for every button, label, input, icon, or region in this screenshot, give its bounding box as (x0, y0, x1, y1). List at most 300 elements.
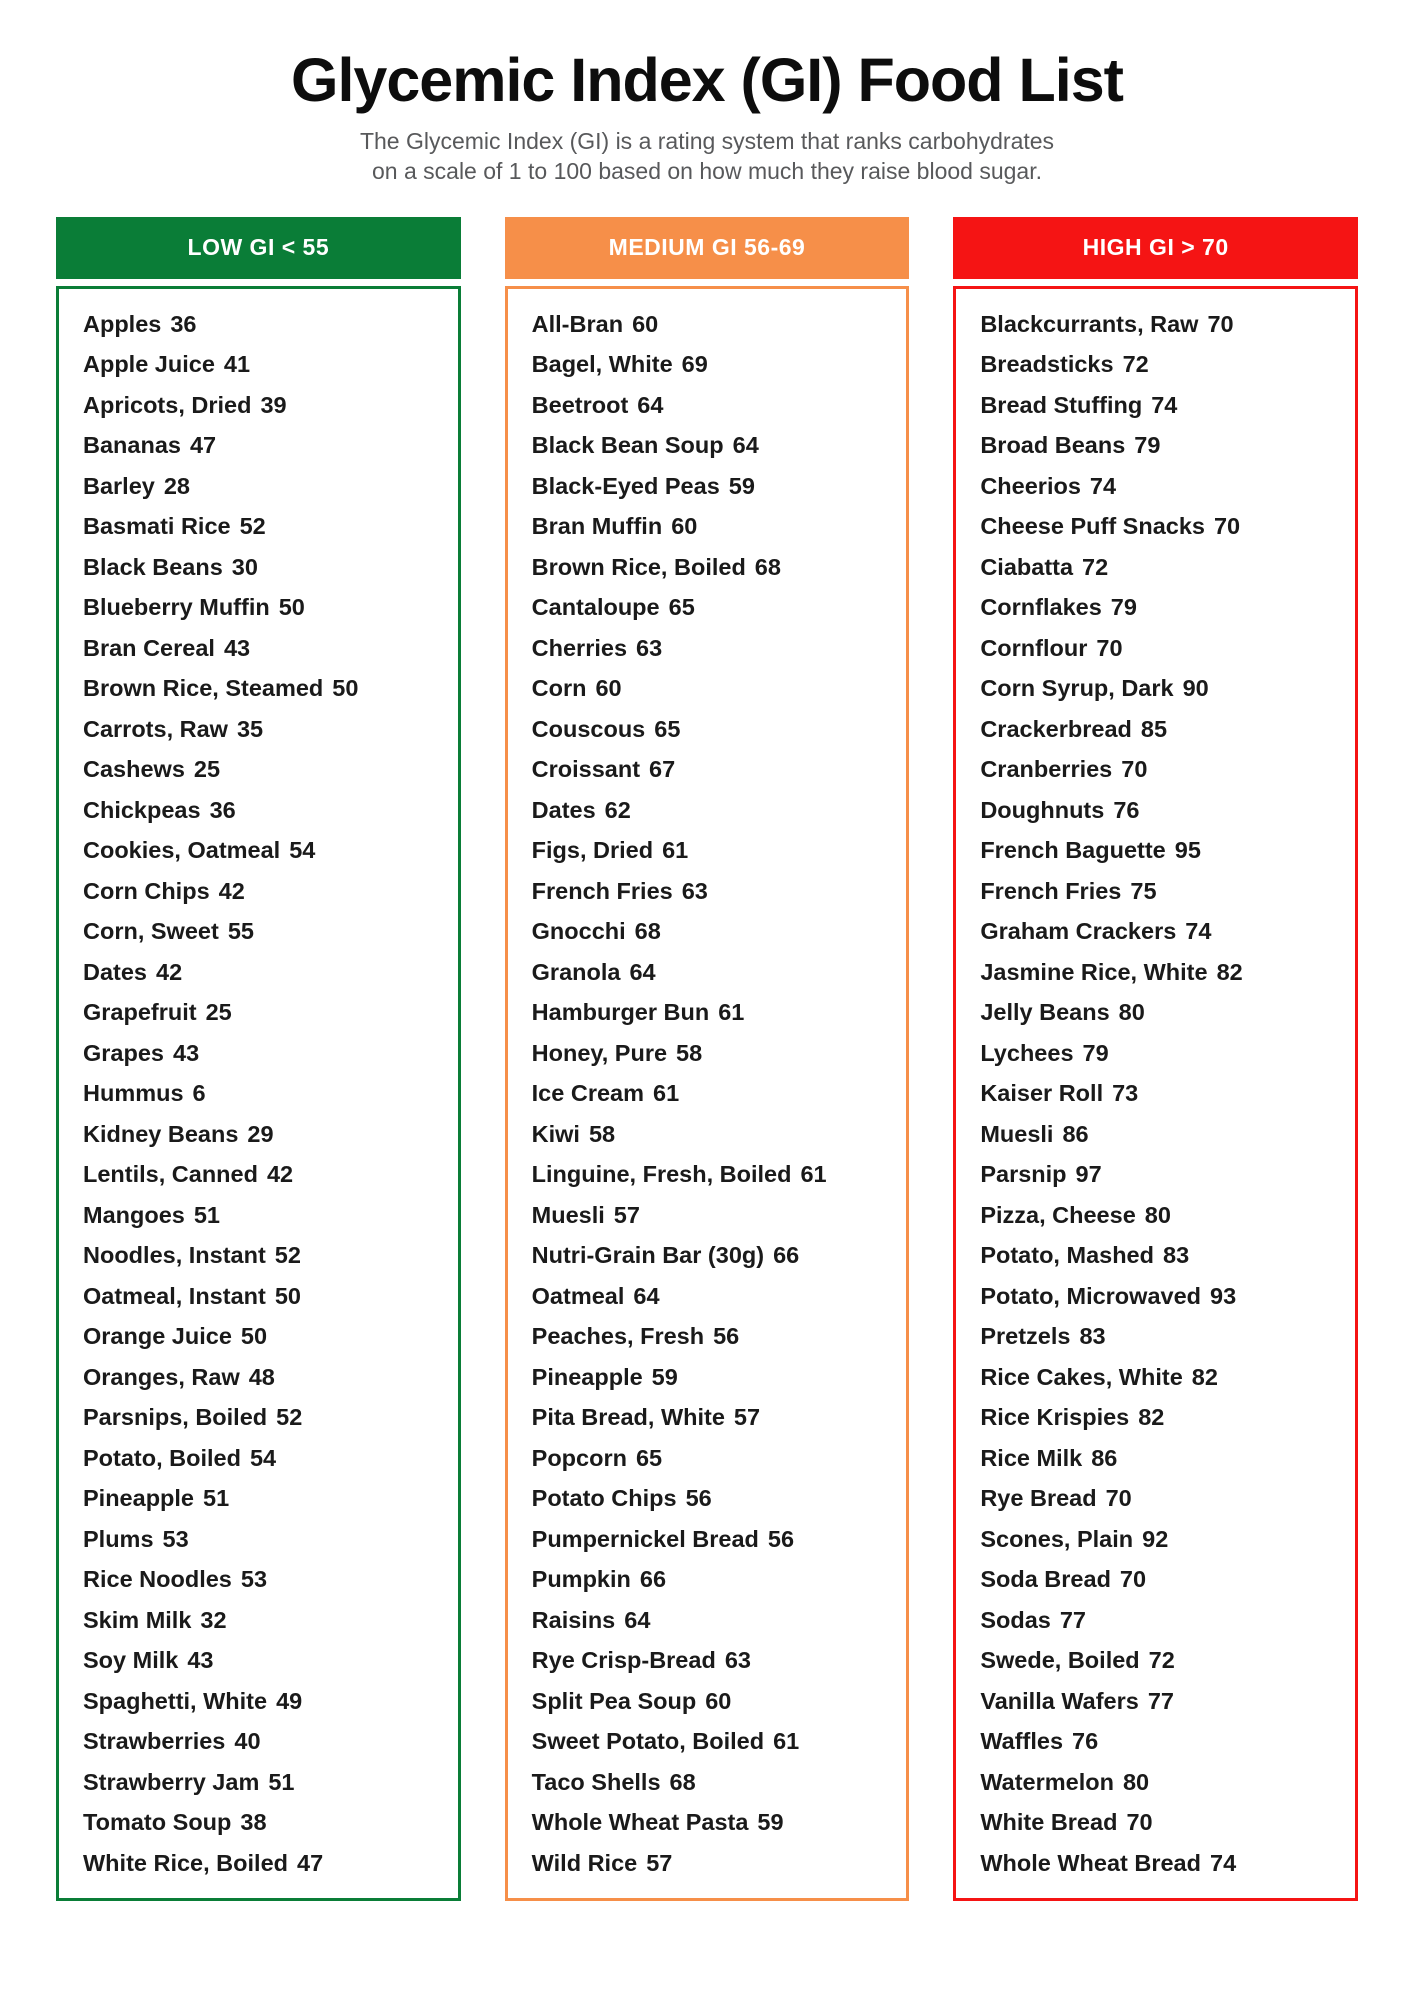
food-item (980, 1073, 1355, 1114)
food-item (532, 344, 907, 385)
food-name: Apples (83, 310, 162, 337)
food-name: Croissant (531, 756, 641, 783)
food-name: Cranberries (980, 756, 1113, 783)
food-name: Pita Bread, White (531, 1404, 725, 1431)
food-gi-value: 61 (653, 1080, 680, 1107)
low-gi-food-list (83, 304, 458, 1884)
food-gi-value: 51 (193, 1201, 220, 1228)
food-item (532, 1154, 907, 1195)
food-gi-value: 73 (1112, 1080, 1139, 1107)
food-name: Couscous (531, 715, 646, 742)
food-item (532, 1519, 907, 1560)
food-name: Corn Chips (83, 877, 210, 904)
food-name: Cornflakes (980, 594, 1102, 621)
food-item (532, 1276, 907, 1317)
food-item (532, 790, 907, 831)
food-item (980, 425, 1355, 466)
food-item (83, 587, 458, 628)
food-item (532, 587, 907, 628)
food-gi-value: 36 (209, 796, 236, 823)
food-name: Peaches, Fresh (531, 1323, 705, 1350)
food-gi-value: 65 (635, 1444, 663, 1471)
food-gi-value: 41 (223, 351, 251, 378)
food-gi-value: 28 (163, 472, 190, 499)
food-name: Kaiser Roll (980, 1080, 1104, 1107)
food-gi-value: 74 (1151, 391, 1178, 418)
food-gi-value: 50 (240, 1323, 268, 1350)
food-name: Waffles (980, 1728, 1064, 1755)
food-item (980, 1316, 1355, 1357)
food-gi-value: 50 (332, 675, 359, 702)
food-item (83, 1802, 458, 1843)
food-item (980, 466, 1355, 507)
food-name: Crackerbread (980, 715, 1132, 742)
food-gi-value: 83 (1079, 1323, 1106, 1350)
food-gi-value: 74 (1210, 1849, 1237, 1876)
food-name: Doughnuts (980, 796, 1105, 823)
food-name: Ice Cream (531, 1080, 645, 1107)
food-item (83, 1600, 458, 1641)
food-gi-value: 43 (187, 1647, 214, 1674)
food-gi-value: 79 (1134, 432, 1161, 459)
food-gi-value: 79 (1082, 1039, 1109, 1066)
food-item (532, 1478, 907, 1519)
food-item (980, 385, 1355, 426)
food-name: Cookies, Oatmeal (83, 837, 281, 864)
food-name: Rye Crisp-Bread (531, 1647, 716, 1674)
food-item (980, 1478, 1355, 1519)
food-gi-value: 54 (289, 837, 316, 864)
food-name: Hummus (83, 1080, 184, 1107)
food-gi-value: 59 (757, 1809, 784, 1836)
food-item (980, 790, 1355, 831)
food-gi-value: 68 (669, 1768, 696, 1795)
food-gi-value: 54 (249, 1444, 277, 1471)
food-gi-value: 57 (733, 1404, 761, 1431)
food-gi-value: 75 (1130, 877, 1157, 904)
food-name: Strawberry Jam (83, 1768, 260, 1795)
food-gi-value: 64 (633, 1282, 660, 1309)
food-gi-value: 86 (1091, 1444, 1118, 1471)
food-gi-value: 61 (800, 1161, 827, 1188)
food-name: Carrots, Raw (83, 715, 228, 742)
food-name: French Fries (980, 877, 1122, 904)
food-item (532, 830, 907, 871)
food-name: Jasmine Rice, White (980, 958, 1208, 985)
food-gi-value: 80 (1122, 1768, 1150, 1795)
food-name: Blackcurrants, Raw (980, 310, 1199, 337)
food-name: Skim Milk (83, 1606, 192, 1633)
food-item (980, 749, 1355, 790)
food-gi-value: 60 (705, 1687, 732, 1714)
food-gi-value: 77 (1059, 1606, 1086, 1633)
food-item (532, 911, 907, 952)
food-name: Brown Rice, Steamed (83, 675, 324, 702)
food-gi-value: 66 (773, 1242, 800, 1269)
food-item (532, 992, 907, 1033)
food-gi-value: 68 (634, 918, 661, 945)
food-item (980, 304, 1355, 345)
food-name: Lychees (980, 1039, 1074, 1066)
food-item (83, 992, 458, 1033)
food-item (532, 1195, 907, 1236)
food-name: Brown Rice, Boiled (531, 553, 746, 580)
food-name: Granola (531, 958, 621, 985)
food-name: Strawberries (83, 1728, 226, 1755)
food-name: Swede, Boiled (980, 1647, 1140, 1674)
food-name: White Bread (980, 1809, 1118, 1836)
food-gi-value: 32 (200, 1606, 227, 1633)
food-name: Pizza, Cheese (980, 1201, 1136, 1228)
food-name: Graham Crackers (980, 918, 1177, 945)
food-name: Rye Bread (980, 1485, 1097, 1512)
food-gi-value: 35 (236, 715, 264, 742)
food-name: Oatmeal (531, 1282, 625, 1309)
food-item (532, 628, 907, 669)
food-item (532, 1114, 907, 1155)
food-gi-value: 92 (1142, 1525, 1169, 1552)
food-name: Black-Eyed Peas (531, 472, 720, 499)
food-name: Spaghetti, White (83, 1687, 268, 1714)
food-name: Scones, Plain (980, 1525, 1134, 1552)
food-name: Rice Krispies (980, 1404, 1130, 1431)
food-gi-value: 42 (156, 958, 183, 985)
food-gi-value: 51 (203, 1485, 230, 1512)
food-name: Parsnip (980, 1161, 1067, 1188)
food-gi-value: 63 (724, 1647, 751, 1674)
food-item (532, 1073, 907, 1114)
food-item (83, 1114, 458, 1155)
food-gi-value: 97 (1075, 1161, 1102, 1188)
food-name: Grapes (83, 1039, 164, 1066)
food-item (980, 1438, 1355, 1479)
food-name: Barley (83, 472, 155, 499)
food-item (532, 1762, 907, 1803)
food-item (980, 587, 1355, 628)
food-name: Cherries (531, 634, 628, 661)
gi-columns (56, 217, 1358, 1902)
food-name: Whole Wheat Pasta (531, 1809, 749, 1836)
food-name: Watermelon (980, 1768, 1114, 1795)
food-name: Honey, Pure (531, 1039, 668, 1066)
food-item (532, 466, 907, 507)
food-item (83, 1357, 458, 1398)
food-item (532, 1721, 907, 1762)
low-gi-column (56, 217, 461, 1902)
food-item (532, 1559, 907, 1600)
food-item (980, 1600, 1355, 1641)
food-item (980, 1033, 1355, 1074)
food-item (980, 668, 1355, 709)
food-gi-value: 74 (1185, 918, 1212, 945)
medium-gi-list-box (505, 286, 910, 1902)
food-gi-value: 82 (1191, 1363, 1218, 1390)
food-name: Pineapple (531, 1363, 643, 1390)
food-gi-value: 43 (223, 634, 251, 661)
food-item (532, 506, 907, 547)
food-item (83, 1397, 458, 1438)
food-gi-value: 70 (1096, 634, 1123, 661)
food-name: Cantaloupe (531, 594, 660, 621)
food-gi-value: 63 (636, 634, 663, 661)
food-name: Bran Cereal (83, 634, 215, 661)
food-gi-value: 58 (676, 1039, 703, 1066)
food-name: Black Bean Soup (531, 432, 724, 459)
food-gi-value: 70 (1105, 1485, 1132, 1512)
food-name: Ciabatta (980, 553, 1074, 580)
food-gi-value: 67 (649, 756, 676, 783)
food-gi-value: 50 (278, 594, 305, 621)
food-item (532, 1033, 907, 1074)
food-name: Kidney Beans (83, 1120, 239, 1147)
food-name: Taco Shells (531, 1768, 661, 1795)
food-gi-value: 80 (1118, 999, 1145, 1026)
food-gi-value: 29 (247, 1120, 274, 1147)
food-item (980, 506, 1355, 547)
food-name: Beetroot (531, 391, 629, 418)
food-name: Corn Syrup, Dark (980, 675, 1174, 702)
food-item (83, 1843, 458, 1884)
food-name: Figs, Dried (531, 837, 654, 864)
food-name: All-Bran (531, 310, 624, 337)
food-item (83, 1276, 458, 1317)
food-item (980, 1559, 1355, 1600)
food-gi-value: 55 (227, 918, 254, 945)
food-name: Jelly Beans (980, 999, 1110, 1026)
food-name: French Baguette (980, 837, 1166, 864)
food-gi-value: 52 (274, 1242, 301, 1269)
food-name: Cheese Puff Snacks (980, 513, 1205, 540)
food-item (980, 871, 1355, 912)
food-item (83, 871, 458, 912)
food-item (83, 830, 458, 871)
food-item (83, 385, 458, 426)
food-name: Blueberry Muffin (83, 594, 270, 621)
food-item (980, 952, 1355, 993)
food-name: Apple Juice (83, 351, 215, 378)
food-name: Kiwi (531, 1120, 580, 1147)
food-item (980, 1357, 1355, 1398)
food-gi-value: 59 (728, 472, 755, 499)
food-gi-value: 72 (1082, 553, 1109, 580)
food-item (83, 709, 458, 750)
food-gi-value: 47 (189, 432, 217, 459)
food-gi-value: 76 (1113, 796, 1140, 823)
food-gi-value: 60 (632, 310, 659, 337)
food-item (532, 668, 907, 709)
food-item (83, 1681, 458, 1722)
food-item (532, 709, 907, 750)
food-item (532, 1397, 907, 1438)
food-name: Plums (83, 1525, 154, 1552)
page-title: Glycemic Index (GI) Food List (291, 46, 1123, 114)
food-item (980, 1276, 1355, 1317)
food-gi-value: 42 (266, 1161, 294, 1188)
food-item (83, 304, 458, 345)
food-gi-value: 66 (639, 1566, 667, 1593)
food-gi-value: 62 (604, 796, 631, 823)
food-item (83, 1316, 458, 1357)
food-item (83, 466, 458, 507)
food-name: Raisins (531, 1606, 616, 1633)
food-name: Sweet Potato, Boiled (531, 1728, 765, 1755)
food-name: Potato Chips (531, 1485, 677, 1512)
food-item (532, 304, 907, 345)
food-gi-value: 51 (268, 1768, 295, 1795)
food-item (83, 506, 458, 547)
food-item (980, 1640, 1355, 1681)
food-item (532, 1316, 907, 1357)
high-gi-list-box (953, 286, 1358, 1902)
food-gi-value: 64 (624, 1606, 651, 1633)
food-name: Rice Cakes, White (980, 1363, 1183, 1390)
food-gi-value: 70 (1121, 756, 1148, 783)
food-name: Gnocchi (531, 918, 626, 945)
food-item (83, 1519, 458, 1560)
food-gi-value: 56 (713, 1323, 740, 1350)
food-name: Wild Rice (531, 1849, 638, 1876)
food-gi-value: 39 (260, 391, 287, 418)
food-item (83, 911, 458, 952)
food-name: Soy Milk (83, 1647, 179, 1674)
food-gi-value: 72 (1122, 351, 1149, 378)
page-subtitle (56, 126, 1358, 187)
medium-gi-column (505, 217, 910, 1902)
food-item (83, 547, 458, 588)
food-name: Soda Bread (980, 1566, 1111, 1593)
food-name: Pumpernickel Bread (531, 1525, 759, 1552)
food-gi-value: 77 (1147, 1687, 1174, 1714)
food-gi-value: 76 (1072, 1728, 1099, 1755)
food-item (83, 790, 458, 831)
food-gi-value: 61 (773, 1728, 800, 1755)
food-name: Noodles, Instant (83, 1242, 266, 1269)
food-name: Rice Milk (980, 1444, 1083, 1471)
food-name: Breadsticks (980, 351, 1114, 378)
food-gi-value: 52 (239, 513, 266, 540)
food-item (980, 1519, 1355, 1560)
food-item (980, 1114, 1355, 1155)
food-item (980, 992, 1355, 1033)
food-name: Nutri-Grain Bar (30g) (531, 1242, 765, 1269)
food-item (980, 1802, 1355, 1843)
food-gi-value: 63 (681, 877, 708, 904)
food-name: Black Beans (83, 553, 223, 580)
food-name: Whole Wheat Bread (980, 1849, 1201, 1876)
food-gi-value: 69 (681, 351, 708, 378)
food-item (532, 952, 907, 993)
food-item (83, 668, 458, 709)
food-item (83, 1235, 458, 1276)
food-gi-value: 53 (162, 1525, 189, 1552)
food-name: Chickpeas (83, 796, 201, 823)
food-name: White Rice, Boiled (83, 1849, 288, 1876)
food-gi-value: 53 (240, 1566, 268, 1593)
food-name: Muesli (531, 1201, 605, 1228)
food-name: Split Pea Soup (531, 1687, 697, 1714)
food-gi-value: 56 (685, 1485, 712, 1512)
food-name: Bran Muffin (531, 513, 663, 540)
food-gi-value: 57 (613, 1201, 640, 1228)
food-gi-value: 70 (1207, 310, 1234, 337)
food-item (83, 1154, 458, 1195)
food-item (532, 749, 907, 790)
high-gi-food-list (980, 304, 1355, 1884)
food-gi-value: 52 (276, 1404, 303, 1431)
food-item (980, 1397, 1355, 1438)
food-item (83, 1033, 458, 1074)
food-gi-value: 65 (654, 715, 681, 742)
food-item (980, 1843, 1355, 1884)
food-gi-value: 49 (276, 1687, 303, 1714)
food-gi-value: 25 (193, 756, 221, 783)
food-item (980, 709, 1355, 750)
food-item (980, 1235, 1355, 1276)
food-item (532, 547, 907, 588)
food-name: Corn (531, 675, 587, 702)
food-item (83, 425, 458, 466)
food-name: Parsnips, Boiled (83, 1404, 268, 1431)
food-item (532, 1843, 907, 1884)
food-gi-value: 60 (595, 675, 622, 702)
food-gi-value: 83 (1163, 1242, 1190, 1269)
food-item (980, 628, 1355, 669)
food-name: Cashews (83, 756, 185, 783)
food-name: Hamburger Bun (531, 999, 710, 1026)
food-item (532, 1681, 907, 1722)
food-name: Basmati Rice (83, 513, 231, 540)
food-item (83, 1559, 458, 1600)
food-gi-value: 86 (1062, 1120, 1089, 1147)
food-item (83, 344, 458, 385)
food-gi-value: 50 (274, 1282, 301, 1309)
medium-gi-food-list (532, 304, 907, 1884)
food-name: Pretzels (980, 1323, 1071, 1350)
food-name: Dates (531, 796, 596, 823)
food-name: Corn, Sweet (83, 918, 219, 945)
food-gi-value: 30 (231, 553, 258, 580)
food-gi-value: 79 (1110, 594, 1137, 621)
food-item (980, 1154, 1355, 1195)
food-gi-value: 47 (297, 1849, 324, 1876)
food-item (532, 1357, 907, 1398)
food-item (83, 749, 458, 790)
food-item (532, 1600, 907, 1641)
food-item (980, 1195, 1355, 1236)
food-item (532, 1802, 907, 1843)
medium-gi-header: MEDIUM GI 56-69 (505, 217, 910, 279)
low-gi-list-box (56, 286, 461, 1902)
food-item (83, 1721, 458, 1762)
food-name: Bagel, White (531, 351, 673, 378)
food-item (980, 1721, 1355, 1762)
food-gi-value: 82 (1216, 958, 1243, 985)
food-item (532, 1640, 907, 1681)
food-item (980, 911, 1355, 952)
food-item (980, 1681, 1355, 1722)
food-item (83, 952, 458, 993)
food-gi-value: 64 (629, 958, 656, 985)
food-gi-value: 70 (1119, 1566, 1147, 1593)
food-gi-value: 80 (1144, 1201, 1171, 1228)
food-name: Potato, Boiled (83, 1444, 241, 1471)
food-name: Vanilla Wafers (980, 1687, 1139, 1714)
food-name: Apricots, Dried (83, 391, 252, 418)
food-name: Rice Noodles (83, 1566, 232, 1593)
food-name: Linguine, Fresh, Boiled (531, 1161, 792, 1188)
low-gi-header: LOW GI < 55 (56, 217, 461, 279)
subtitle-line-2: on a scale of 1 to 100 based on how much they raise blood sugar. (372, 158, 1042, 185)
